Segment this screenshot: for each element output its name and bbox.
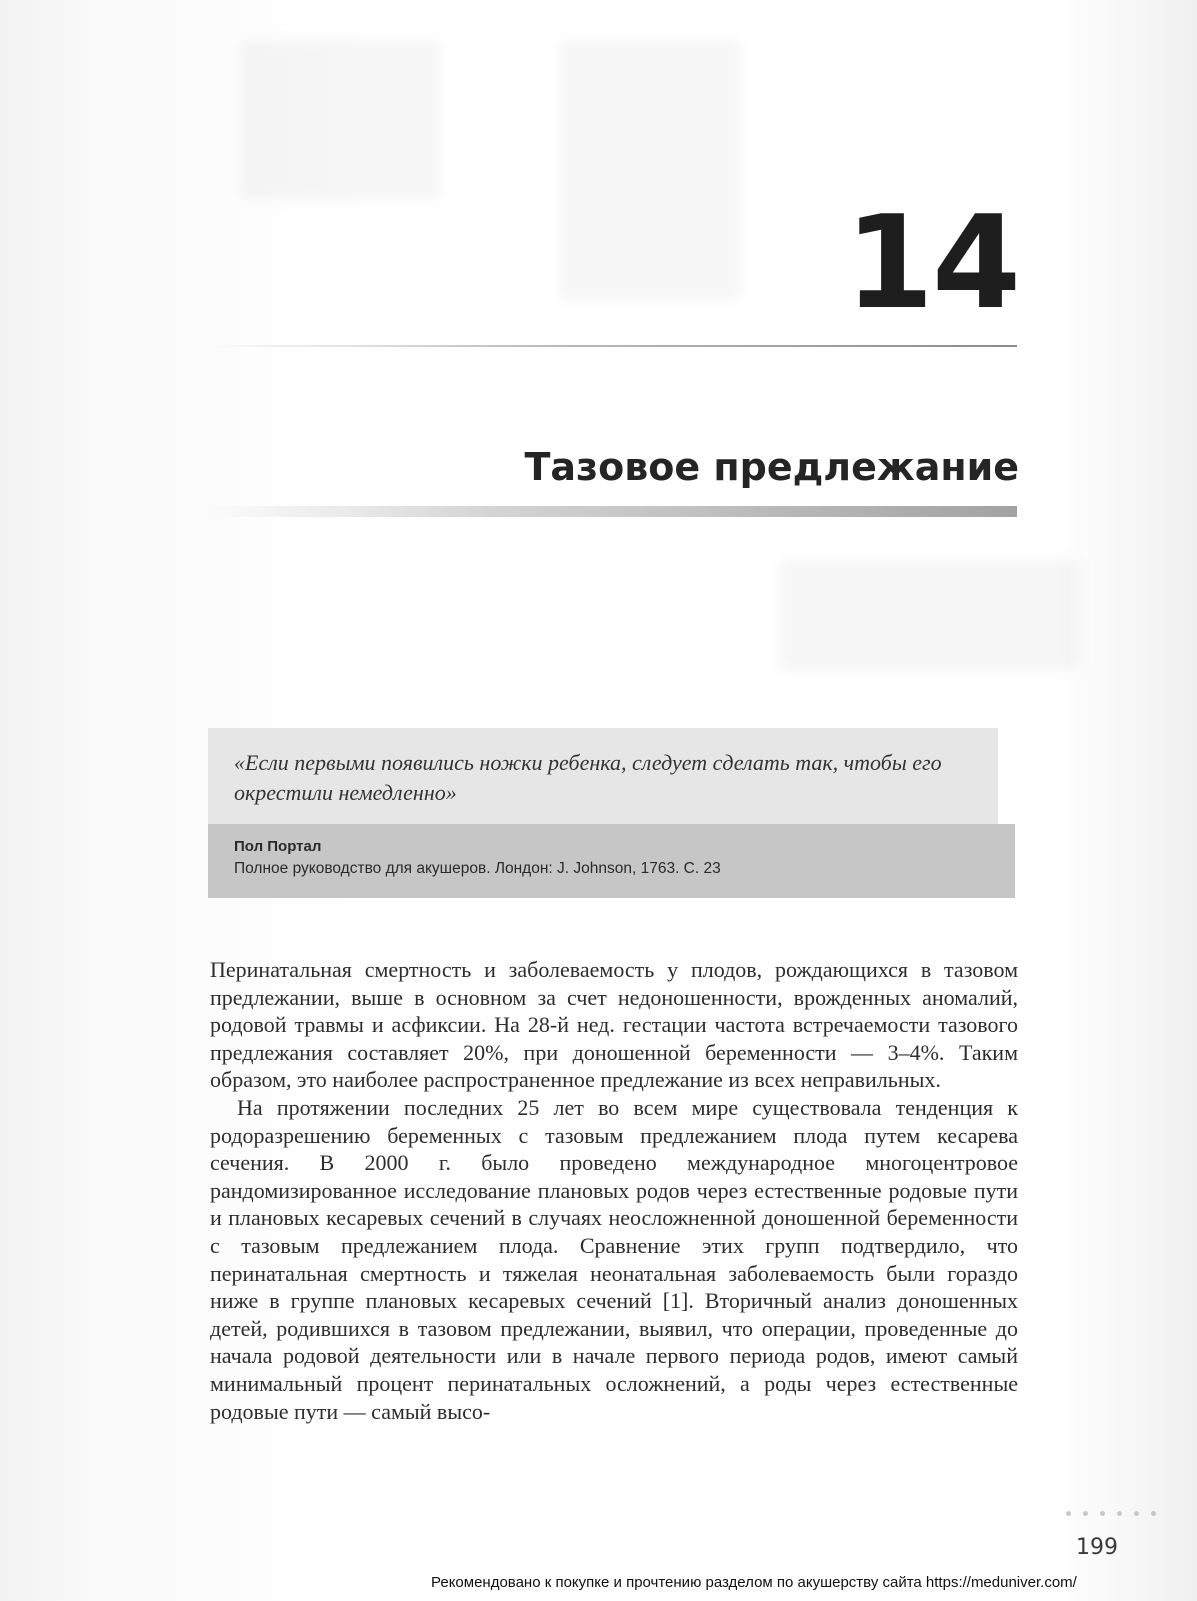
bleed-through-shadow: [240, 40, 440, 200]
epigraph-author: Пол Портал: [234, 838, 322, 855]
body-text: [210, 956, 1018, 1425]
bleed-through-shadow: [780, 560, 1080, 670]
paragraph: Перинатальная смертность и заболеваемость у плодов, рождающихся в тазовом предлежании, выше в основном за счет недоношенности, врожденных аномалий, родовой травмы и асфиксии. На 28-й нед. гестации частота встречаемости тазового предлежания составляет 20%, при доношенной беременности — 3–4%. Таким образом, это наиболее распространенное предлежание из всех неправильных.: [210, 957, 1018, 1093]
page-number: 199: [1076, 1535, 1118, 1560]
decorative-dots: [1066, 1511, 1186, 1517]
dot: [1083, 1511, 1088, 1516]
bleed-through-shadow: [560, 40, 740, 300]
chapter-title: Тазовое предлежание: [524, 445, 1019, 489]
divider-rule: [205, 345, 1017, 347]
epigraph-box: [208, 728, 1015, 898]
paragraph: На протяжении последних 25 лет во всем мире существовала тенденция к родоразрешению беременных с тазовым предлежанием плода путем кесарева сечения. В 2000 г. было проведено международное многоцентровое рандомизированное исследование плановых родов через естественные родовые пути и плановых кесаревых сечений в случаях неосложненной доношенной беременности с тазовым предлежанием плода. Сравнение этих групп подтвердило, что перинатальная смертность и тяжелая неонатальная заболеваемость были гораздо ниже в группе плановых кесаревых сечений [1]. Вторичный анализ доношенных детей, родившихся в тазовом предлежании, выявил, что операции, проведенные до начала родовой деятельности или в начале первого периода родов, имеют самый минимальный процент перинатальных осложнений, а роды через естественные родовые пути — самый высо-: [210, 1094, 1018, 1424]
dot: [1117, 1511, 1122, 1516]
dot: [1066, 1511, 1071, 1516]
footer-note: Рекомендовано к покупке и прочтению разделом по акушерству сайта https://meduniver.com/: [431, 1574, 1077, 1591]
dot: [1100, 1511, 1105, 1516]
epigraph-quote: «Если первыми появились ножки ребенка, следует сделать так, чтобы его окрестили немедленно»: [208, 728, 998, 824]
dot: [1151, 1511, 1156, 1516]
epigraph-citation: Полное руководство для акушеров. Лондон: J. Johnson, 1763. С. 23: [234, 860, 721, 877]
dot: [1134, 1511, 1139, 1516]
epigraph-source: [208, 824, 1015, 898]
chapter-number: 14: [844, 189, 1019, 338]
title-underline-bar: [205, 506, 1017, 517]
